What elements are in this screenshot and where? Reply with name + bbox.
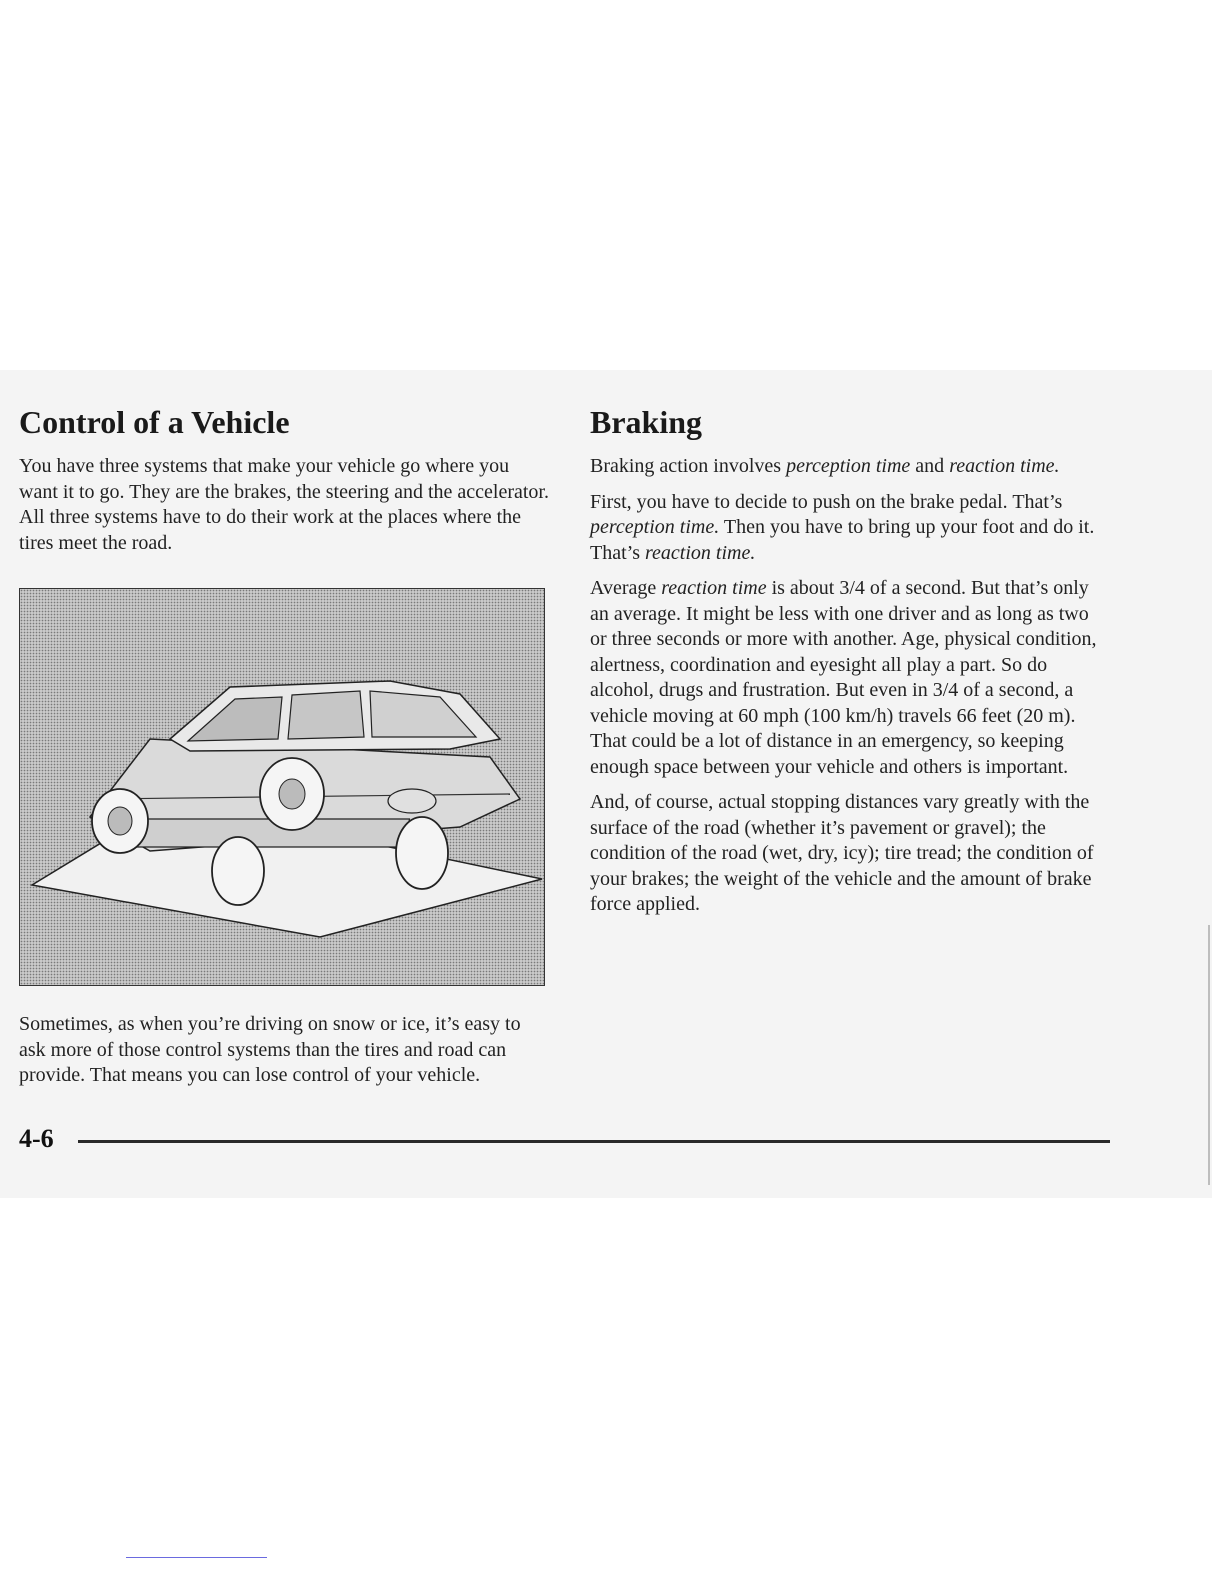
italic-term: perception time. — [590, 516, 720, 538]
italic-term: perception time — [786, 455, 911, 477]
middle-window — [288, 691, 364, 739]
control-of-vehicle-heading: Control of a Vehicle — [19, 404, 290, 440]
vehicle-chassis — [115, 819, 410, 847]
text-run: and — [910, 455, 950, 477]
italic-term: reaction time — [661, 577, 767, 599]
braking-paragraph-4: And, of course, actual stopping distances vary greatly with the surface of the road (whether it’s pavement or gravel); the condition of the road (wet, dry, icy); tire tread; the condition of your brakes; the weight of the vehicle and the amount of brake force applied. — [590, 791, 1094, 915]
spare-tire — [388, 789, 436, 813]
control-closing-paragraph: Sometimes, as when you’re driving on snow or ice, it’s easy to ask more of those control systems than the tires and road can provide. That means you can lose control of your vehicle. — [19, 1013, 521, 1086]
italic-term: reaction time. — [949, 455, 1060, 477]
rear-right-wheel — [396, 817, 448, 889]
text-run: Braking action involves — [590, 455, 787, 477]
bottom-underline — [126, 1557, 267, 1558]
text-run: Average — [590, 577, 662, 599]
right-column — [590, 402, 1110, 928]
braking-heading: Braking — [590, 404, 703, 440]
text-run: Then you have to bring up your foot and do it. That’s — [590, 516, 1095, 564]
page-edge-line — [1208, 925, 1210, 1185]
front-right-wheel — [212, 837, 264, 905]
braking-paragraph-1 — [590, 454, 1110, 480]
left-column — [19, 402, 549, 566]
text-run: First, you have to decide to push on the brake pedal. That’s — [590, 490, 1063, 513]
page-number: 4-6 — [19, 1124, 54, 1153]
braking-paragraph-2 — [590, 490, 1110, 567]
braking-paragraph-3 — [590, 576, 1110, 780]
control-intro-paragraph: You have three systems that make your vehicle go where you want it to go. They are the brakes, the steering and the accelerator. All three systems have to do their work at the places where the tires meet the road. — [19, 455, 549, 554]
footer-rule — [78, 1140, 1110, 1143]
text-run: is about 3/4 of a second. But that’s only an average. It might be less with one driver and as long as two or three seconds or more with another. Age, physical condition, alertness, coordination and eyesight all play a part. So do alcohol, drugs and frustration. But even in 3/4 of a second, a vehicle moving at 60 mph (100 km/h) travels 66 feet (20 m). That could be a lot of distance in an emergency, so keeping enough space between your vehicle and others is important. — [590, 577, 1097, 778]
left-column-bottom — [19, 1012, 549, 1099]
vehicle-illustration — [19, 588, 545, 986]
rear-left-hub — [279, 779, 305, 809]
vehicle-drawing — [20, 589, 545, 986]
italic-term: reaction time. — [645, 541, 756, 564]
front-left-hub — [108, 807, 132, 835]
